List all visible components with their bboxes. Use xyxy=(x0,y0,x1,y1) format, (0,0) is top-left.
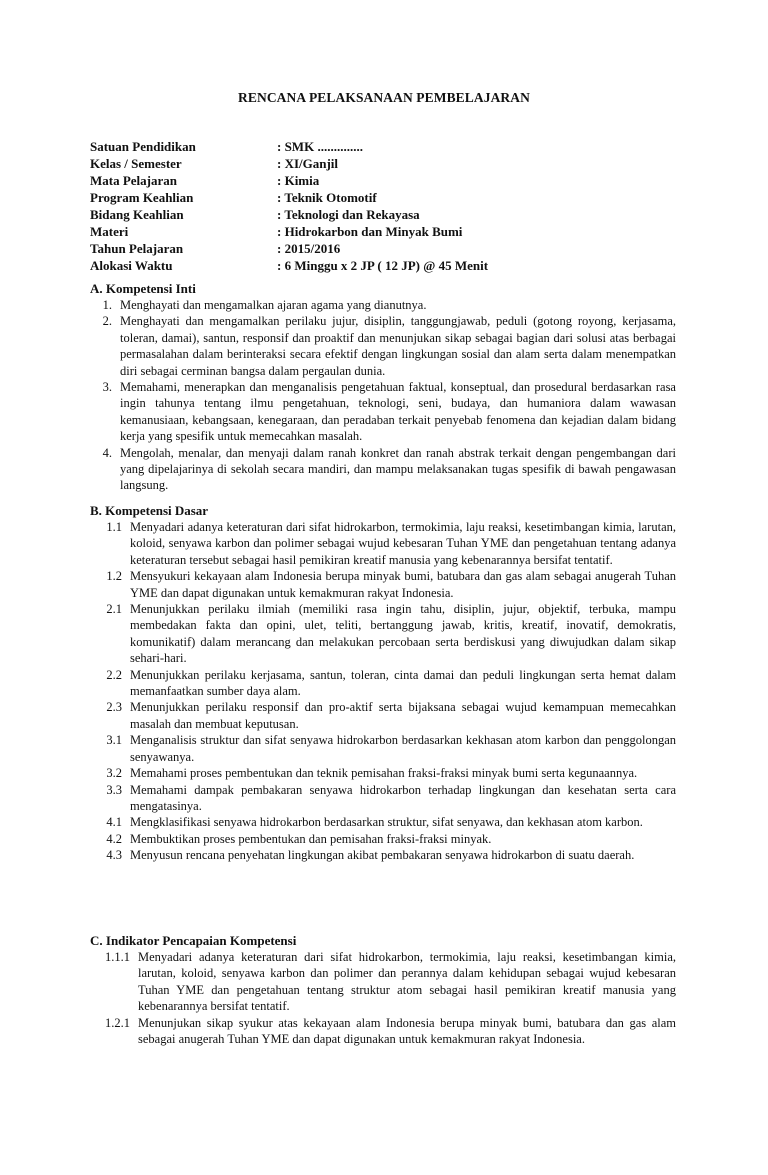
item-text: Mengolah, menalar, dan menyaji dalam ranah konkret dan ranah abstrak terkait dengan pengembangan dari yang dipelajarinya di sekolah secara mandiri, dan mampu melaksanakan tugas spesifik di bawah pengawasan langsung. xyxy=(120,445,676,493)
item-number: 1.1 xyxy=(106,520,122,534)
item-text: Memahami, menerapkan dan menganalisis pengetahuan faktual, konseptual, dan prosedural berdasarkan rasa ingin tahunya tentang ilmu pengetahuan, teknologi, seni, budaya, dan humaniora dalam wawasan kemanusiaan, kebangsaan, kenegaraan, dan peradaban terkait penyebab fenomena dan kejadian dalam bidang kerja yang spesifik untuk memecahkan masalah. xyxy=(120,380,676,444)
meta-value: : Teknik Otomotif xyxy=(277,190,377,205)
item-text: Menunjukkan perilaku kerjasama, santun, toleran, cinta damai dan peduli lingkungan serta hemat dalam memanfaatkan sumber daya alam. xyxy=(130,667,676,699)
meta-row xyxy=(90,240,690,257)
meta-label: Satuan Pendidikan xyxy=(90,139,196,154)
list-item xyxy=(90,1015,676,1048)
meta-value: : Hidrokarbon dan Minyak Bumi xyxy=(277,224,463,239)
meta-row xyxy=(90,189,690,206)
meta-row xyxy=(90,172,690,189)
item-number: 3. xyxy=(102,380,112,395)
meta-value: : XI/Ganjil xyxy=(277,156,339,171)
meta-label: Materi xyxy=(90,224,129,239)
meta-value: : Kimia xyxy=(277,173,320,188)
item-number: 3.3 xyxy=(106,782,122,797)
item-number: 3.1 xyxy=(106,733,122,748)
item-number: 1.2 xyxy=(106,569,122,584)
meta-label: Mata Pelajaran xyxy=(90,173,178,188)
meta-label: Tahun Pelajaran xyxy=(90,241,184,256)
item-number: 2.2 xyxy=(106,667,122,682)
item-number: 2.3 xyxy=(106,700,122,715)
list-item xyxy=(90,667,676,700)
list-item xyxy=(90,379,676,445)
section-indikator xyxy=(90,932,676,1047)
item-number: 3.2 xyxy=(106,766,122,781)
item-text: Memahami proses pembentukan dan teknik pemisahan fraksi-fraksi minyak bumi serta kegunaannya. xyxy=(130,766,638,781)
meta-value: : Teknologi dan Rekayasa xyxy=(277,207,420,222)
list-item xyxy=(90,732,676,765)
item-number: 4. xyxy=(102,445,112,460)
list-item xyxy=(90,699,676,732)
meta-label: Kelas / Semester xyxy=(90,156,182,171)
meta-row xyxy=(90,257,690,274)
meta-value: : 6 Minggu x 2 JP ( 12 JP) @ 45 Menit xyxy=(277,258,489,273)
item-text: Mensyukuri kekayaan alam Indonesia berupa minyak bumi, batubara dan gas alam sebagai anugerah Tuhan YME dan dapat digunakan untuk kemakmuran rakyat Indonesia. xyxy=(130,569,676,600)
item-number: 4.1 xyxy=(106,815,122,830)
item-text: Menyusun rencana penyehatan lingkungan akibat pembakaran senyawa hidrokarbon di suatu daerah. xyxy=(130,848,635,863)
item-text: Mengklasifikasi senyawa hidrokarbon berdasarkan struktur, sifat senyawa, dan kekhasan atom karbon. xyxy=(130,815,643,830)
section-heading: C. Indikator Pencapaian Kompetensi xyxy=(90,933,297,948)
item-text: Menghayati dan mengamalkan perilaku jujur, disiplin, tanggungjawab, peduli (gotong royong, kerjasama, toleran, damai), santun, responsif dan proaktif dan menunjukan sikap sebagai bagian dari solusi atas berbagai permasalahan dalam berinteraksi secara efektif dengan lingkungan sosial dan alam serta dalam menempatkan diri sebagai cerminan bangsa dalam pergaulan dunia. xyxy=(120,314,676,378)
item-text: Membuktikan proses pembentukan dan pemisahan fraksi-fraksi minyak. xyxy=(130,831,492,846)
list-item xyxy=(90,519,676,568)
meta-row xyxy=(90,206,690,223)
section-kompetensi-inti xyxy=(90,280,676,494)
section-heading: A. Kompetensi Inti xyxy=(90,281,196,296)
meta-label: Alokasi Waktu xyxy=(90,258,173,273)
item-text: Menunjukkan perilaku responsif dan pro-aktif serta bijaksana sebagai wujud kemampuan memecahkan masalah dan membuat keputusan. xyxy=(130,700,676,731)
meta-label: Bidang Keahlian xyxy=(90,207,184,222)
item-text: Menyadari adanya keteraturan dari sifat hidrokarbon, termokimia, laju reaksi, kesetimbangan kimia, larutan, koloid, senyawa karbon dan polimer sebagai wujud kebesaran Tuhan YME dan pengetahuan tentang adanya keteraturan tersebut sebagai hasil pemikiran kreatif manusia yang kebenarannya bersifat tentatif. xyxy=(130,520,676,567)
section-kompetensi-dasar xyxy=(90,502,676,864)
item-number: 1. xyxy=(102,298,112,312)
item-text: Menganalisis struktur dan sifat senyawa hidrokarbon berdasarkan kekhasan atom karbon dan penggolongan senyawanya. xyxy=(130,733,676,764)
list-item xyxy=(90,814,676,830)
identity-table xyxy=(90,138,690,274)
item-number: 2. xyxy=(102,314,112,329)
list-item xyxy=(90,831,676,847)
list-item xyxy=(90,313,676,379)
item-text: Menghayati dan mengamalkan ajaran agama yang dianutnya. xyxy=(120,298,427,312)
item-number: 1.2.1 xyxy=(105,1015,130,1030)
meta-label: Program Keahlian xyxy=(90,190,194,205)
item-number: 2.1 xyxy=(106,602,122,617)
list-item xyxy=(90,601,676,667)
list-item xyxy=(90,949,676,1015)
item-text: Menunjukkan perilaku ilmiah (memiliki rasa ingin tahu, disiplin, jujur, objektif, terbuka, mampu membedakan fakta dan opini, ulet, teliti, bertanggung jawab, kritis, kreatif, inovatif, demokratis, komunikatif) dalam merancang dan melakukan percobaan serta berdiskusi yang diwujudkan dalam sikap sehari-hari. xyxy=(130,602,676,666)
list-item xyxy=(90,297,676,313)
meta-row xyxy=(90,223,690,240)
item-text: Menunjukan sikap syukur atas kekayaan alam Indonesia berupa minyak bumi, batubara dan gas alam sebagai anugerah Tuhan YME dan dapat digunakan untuk kemakmuran rakyat Indonesia. xyxy=(138,1015,676,1047)
list-item xyxy=(90,765,676,781)
meta-value: : SMK .............. xyxy=(277,139,363,154)
item-text: Menyadari adanya keteraturan dari sifat hidrokarbon, termokimia, laju reaksi, kesetimbangan kimia, larutan, koloid, senyawa karbon dan polimer dan perannya dalam kehidupan sebagai wujud kebesaran Tuhan YME dan pengetahuan tentang struktur atom sebagai hasil pemikiran kreatif manusia yang kebenarannya bersifat tentatif. xyxy=(138,950,676,1014)
item-text: Memahami dampak pembakaran senyawa hidrokarbon terhadap lingkungan dan kesehatan serta cara mengatasinya. xyxy=(130,782,676,813)
list-item xyxy=(90,847,676,863)
meta-row xyxy=(90,155,690,172)
list-item xyxy=(90,568,676,601)
document-title: RENCANA PELAKSANAAN PEMBELAJARAN xyxy=(238,90,530,105)
meta-row xyxy=(90,138,690,155)
list-item xyxy=(90,445,676,494)
list-item xyxy=(90,782,676,815)
section-heading: B. Kompetensi Dasar xyxy=(90,503,209,518)
item-number: 4.3 xyxy=(106,848,122,863)
meta-value: : 2015/2016 xyxy=(277,241,341,256)
item-number: 1.1.1 xyxy=(105,950,130,964)
item-number: 4.2 xyxy=(106,831,122,846)
